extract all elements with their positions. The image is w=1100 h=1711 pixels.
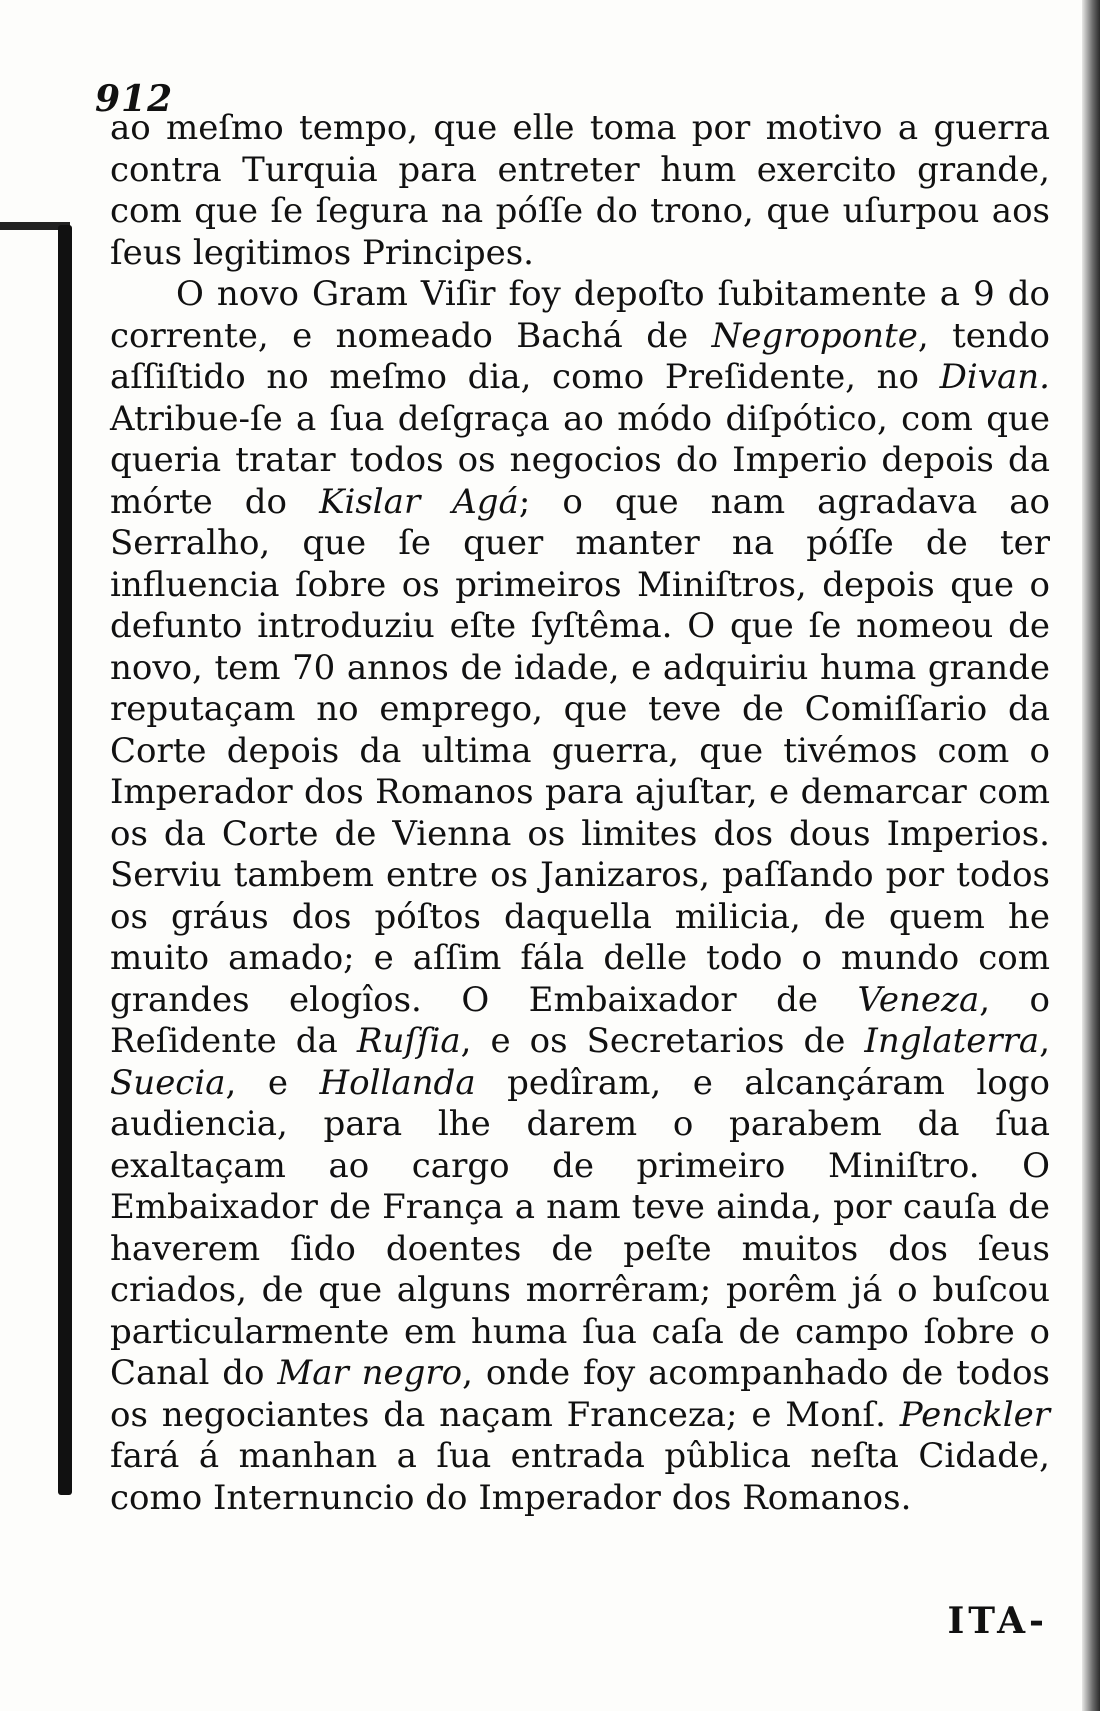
body-text bbox=[110, 108, 1050, 1519]
text-segment: , bbox=[1039, 1021, 1051, 1061]
paragraph bbox=[110, 274, 1050, 1519]
text-segment: fará á manhan a ſua entrada pûblica neſta Cidade, como Internuncio do Imperador dos Romanos. bbox=[110, 1436, 1050, 1518]
catchword: ITA- bbox=[947, 1600, 1048, 1642]
text-segment: , e bbox=[225, 1062, 320, 1103]
binding-shadow bbox=[1082, 0, 1100, 1711]
italic-text-segment: Divan. bbox=[939, 357, 1050, 397]
text-segment: ; o que nam agradava ao Serralho, que ſe quer manter na póſſe de ter influencia ſobre os primeiros Miniſtros, depois que o defunto introduziu eſte ſyſtêma. O que ſe nomeou de novo, tem 70 annos de idade, e adquiriu huma grande reputaçam no emprego, que teve de Comiſſario da Corte depois da ultima guerra, que tivémos com o Imperador dos Romanos para ajuſtar, e demarcar com os da Corte de Vienna os limites dos dous Imperios. Serviu tambem entre os Janizaros, paſſando por todos os gráus dos póſtos daquella milicia, de quem he muito amado; e aſſim fála delle todo o mundo com grandes elogîos. O Embaixador de bbox=[110, 481, 1050, 1020]
text-segment: , tendo aſſiſtido no meſmo dia, como Preſidente, no bbox=[110, 315, 1051, 397]
text-segment: Atribue-ſe a ſua deſgraça ao módo diſpótico, com que queria tratar todos os negocios do Imperio depois da mórte do bbox=[110, 398, 1050, 522]
text-segment: pedîram, e alcançáram logo audiencia, para lhe darem o parabem da ſua exaltaçam ao cargo de primeiro Miniſtro. O Embaixador de França a nam teve ainda, por cauſa de haverem ſido doentes de peſte muitos dos ſeus criados, de que alguns morrêram; porêm já o buſcou particularmente em huma ſua caſa de campo ſobre o Canal do bbox=[110, 1062, 1050, 1393]
page-number: 912 bbox=[95, 78, 174, 120]
italic-text-segment: Ruſſia bbox=[356, 1021, 461, 1061]
italic-text-segment: Suecia bbox=[110, 1062, 226, 1103]
italic-text-segment: Veneza bbox=[857, 979, 980, 1020]
text-segment: O novo Gram Viſir foy depoſto ſubitamente a 9 do corrente, e nomeado Bachá de bbox=[110, 274, 1050, 356]
italic-text-segment: Inglaterra bbox=[864, 1021, 1040, 1061]
italic-text-segment: Mar negro bbox=[277, 1353, 463, 1393]
italic-text-segment: Negroponte bbox=[711, 315, 918, 356]
text-segment: , o Reſidente da bbox=[110, 979, 1050, 1061]
italic-text-segment: Penckler bbox=[899, 1394, 1050, 1435]
text-segment: ao meſmo tempo, que elle toma por motivo a guerra contra Turquia para entreter hum exercito grande, com que ſe ſegura na póſſe do trono, que uſurpou aos ſeus legitimos Principes. bbox=[110, 108, 1050, 273]
italic-text-segment: Hollanda bbox=[319, 1062, 476, 1103]
italic-text-segment: Kislar Agá bbox=[319, 481, 519, 522]
paragraph bbox=[110, 108, 1050, 274]
scan-edge-bar bbox=[58, 225, 72, 1495]
text-segment: , e os Secretarios de bbox=[460, 1021, 865, 1061]
text-segment: , onde foy acompanhado de todos os negociantes da naçam Franceza; e Monſ. bbox=[110, 1353, 1051, 1435]
